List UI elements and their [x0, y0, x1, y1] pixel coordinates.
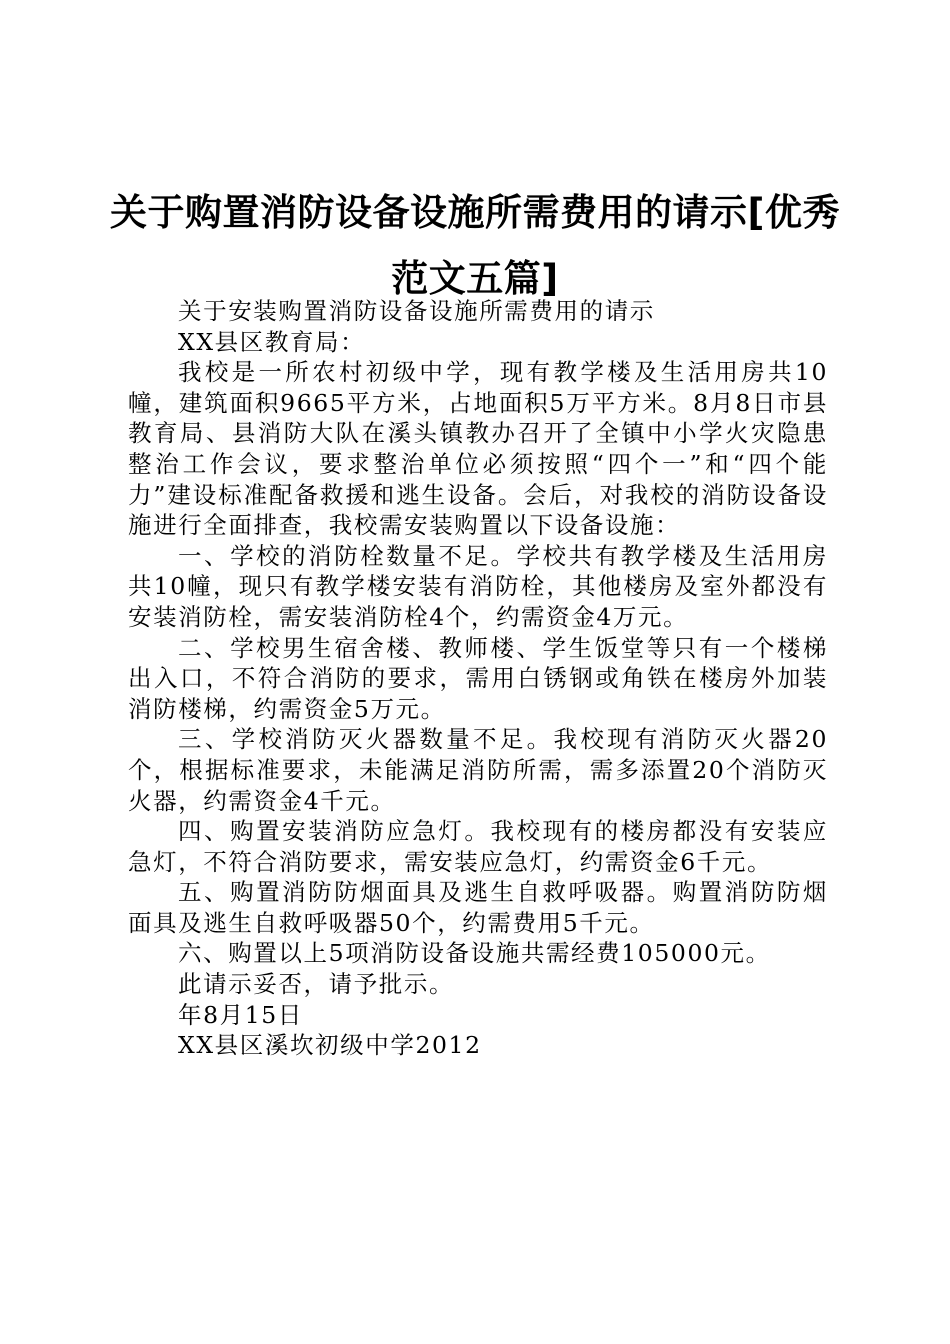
summary-paragraph: 六、购置以上5项消防设备设施共需经费105000元。: [178, 939, 771, 968]
item-paragraph-1: 一、学校的消防栓数量不足。学校共有教学楼及生活用房共10幢，现只有教学楼安装有消防栓，其他楼房及室外都没有安装消防栓，需安装消防栓4个，约需资金4万元。: [128, 541, 828, 631]
signature-line: XX县区溪坎初级中学2012: [178, 1031, 482, 1060]
closing-line: 此请示妥否，请予批示。: [178, 970, 455, 999]
date-line: 年8月15日: [178, 1000, 303, 1029]
document-title: 关于购置消防设备设施所需费用的请示[优秀范文五篇]: [110, 191, 840, 300]
item-paragraph-5: 五、购置消防防烟面具及逃生自救呼吸器。购置消防防烟面具及逃生自救呼吸器50个，约需费用5千元。: [128, 878, 828, 937]
item-paragraph-2: 二、学校男生宿舍楼、教师楼、学生饭堂等只有一个楼梯出入口，不符合消防的要求，需用白锈钢或角铁在楼房外加装消防楼梯，约需资金5万元。: [128, 633, 828, 723]
item-paragraph-3: 三、学校消防灭火器数量不足。我校现有消防灭火器20个，根据标准要求，未能满足消防所需，需多添置20个消防灭火器，约需资金4千元。: [128, 725, 828, 815]
subject-line: 关于安装购置消防设备设施所需费用的请示: [178, 297, 655, 325]
intro-paragraph: 我校是一所农村初级中学，现有教学楼及生活用房共10幢，建筑面积9665平方米，占地面积5万平方米。8月8日市县教育局、县消防大队在溪头镇教办召开了全镇中小学火灾隐患整治工作会议，要求整治单位必须按照“四个一”和“四个能力”建设标准配备救援和逃生设备。会后，对我校的消防设备设施进行全面排查，我校需安装购置以下设备设施：: [128, 358, 828, 540]
addressee: XX县区教育局：: [178, 327, 366, 356]
document-body: [128, 296, 828, 1061]
item-paragraph-4: 四、购置安装消防应急灯。我校现有的楼房都没有安装应急灯，不符合消防要求，需安装应急灯，约需资金6千元。: [128, 817, 828, 876]
